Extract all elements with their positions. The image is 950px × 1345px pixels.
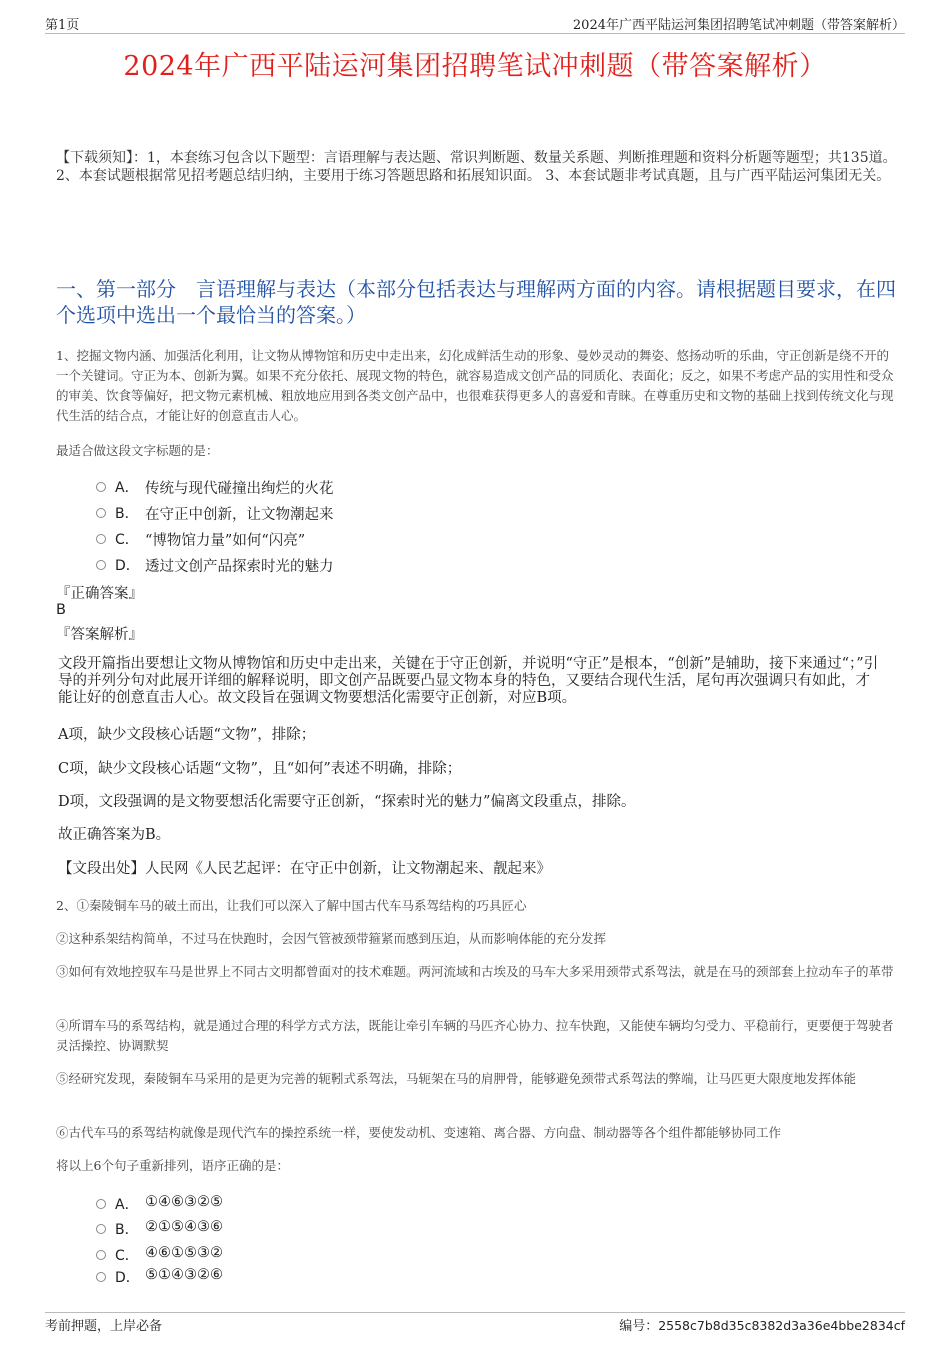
radio-icon[interactable] — [96, 508, 106, 518]
question-2-option-a[interactable] — [96, 1194, 496, 1214]
question-1-option-d[interactable] — [96, 555, 496, 575]
question-1-option-a[interactable] — [96, 477, 496, 497]
option-text: ④⑥①⑤③② — [145, 1245, 223, 1261]
option-letter: C． — [115, 1248, 139, 1264]
download-notice: 【下载须知】：1，本套练习包含以下题型：言语理解与表达题、常识判断题、数量关系题、判断推理题和资料分析题等题型；共135道。 2、本套试题根据常见招考题总结归纳，主要用于练习答题思路和拓展知识面。 3、本套试题非考试真题，且与广西平陆运河集团无关。 — [56, 150, 897, 184]
option-a-note: A项，缺少文段核心话题“文物”，排除； — [58, 727, 316, 743]
option-letter: C． — [115, 532, 139, 548]
question-2-sentence-4: ④所谓车马的系驾结构，就是通过合理的科学方式方法，既能让牵引车辆的马匹齐心协力、拉车快跑，又能使车辆均匀受力、平稳前行，更要便于驾驶者灵活操控、协调默契 — [56, 1018, 894, 1053]
radio-icon[interactable] — [96, 560, 106, 570]
radio-icon[interactable] — [96, 482, 106, 492]
footer-slogan: 考前押题，上岸必备 — [45, 1319, 163, 1334]
radio-icon[interactable] — [96, 1199, 106, 1209]
option-text: 传统与现代碰撞出绚烂的火花 — [145, 481, 334, 497]
option-letter: D． — [115, 558, 140, 574]
radio-icon[interactable] — [96, 1224, 106, 1234]
answer-analysis-label: 『答案解析』 — [56, 627, 143, 643]
section-heading: 一、第一部分 言语理解与表达（本部分包括表达与理解两方面的内容。请根据题目要求，在四个选项中选出一个最恰当的答案。） — [56, 277, 896, 327]
correct-answer-label: 『正确答案』 — [56, 586, 143, 602]
footer-divider — [45, 1312, 905, 1313]
page-number-label: 第1页 — [45, 18, 80, 33]
header-divider — [45, 33, 905, 34]
radio-icon[interactable] — [96, 1250, 106, 1260]
option-text: “博物馆力量”如何“闪亮” — [145, 533, 306, 549]
option-text: 透过文创产品探索时光的魅力 — [145, 559, 334, 575]
question-2-option-b[interactable] — [96, 1219, 496, 1239]
question-1-option-c[interactable] — [96, 529, 496, 549]
question-2-sentence-1: 2、①秦陵铜车马的破土而出，让我们可以深入了解中国古代车马系驾结构的巧具匠心 — [56, 898, 527, 913]
question-2-option-d[interactable] — [96, 1267, 496, 1287]
option-letter: A． — [115, 1197, 139, 1213]
question-1-prompt: 最适合做这段文字标题的是： — [56, 443, 219, 458]
question-2-sentence-2: ②这种系架结构简单，不过马在快跑时，会因气管被颈带箍紧而感到压迫，从而影响体能的充分发挥 — [56, 931, 607, 946]
option-text: ⑤①④③②⑥ — [145, 1267, 223, 1283]
option-letter: D． — [115, 1270, 140, 1286]
question-1-stem: 1、挖掘文物内涵、加强活化利用，让文物从博物馆和历史中走出来，幻化成鲜活生动的形象、曼妙灵动的舞姿、悠扬动听的乐曲，守正创新是绕不开的一个关键词。守正为本、创新为翼。如果不充分依托、展现文物的特色，就容易造成文创产品的同质化、表面化；反之，如果不考虑产品的实用性和受众的审美、饮食等偏好，把文物元素机械、粗放地应用到各类文创产品中，也很难获得更多人的喜爱和青睐。在尊重历史和文物的基础上找到传统文化与现代生活的结合点，才能让好的创意直击人心。 — [56, 348, 894, 423]
option-text: ②①⑤④③⑥ — [145, 1219, 223, 1235]
footer-code-value: 2558c7b8d35c8382d3a36e4bbe2834cf — [658, 1318, 905, 1333]
footer-code — [619, 1315, 905, 1334]
option-c-note: C项，缺少文段核心话题“文物”，且“如何”表述不明确，排除； — [58, 761, 462, 777]
answer-analysis-text: 文段开篇指出要想让文物从博物馆和历史中走出来，关键在于守正创新，并说明“守正”是根本，“创新”是辅助，接下来通过“；”引导的并列分句对此展开详细的解释说明，即文创产品既要凸显文物本身的特色，又要结合现代生活，尾句再次强调只有如此，才能让好的创意直击人心。故文段旨在强调文物要想活化需要守正创新，对应B项。 — [58, 656, 879, 706]
option-text: 在守正中创新，让文物潮起来 — [145, 507, 334, 523]
option-letter: B． — [115, 1222, 139, 1238]
question-1-option-b[interactable] — [96, 503, 496, 523]
option-d-note: D项，文段强调的是文物要想活化需要守正创新，“探索时光的魅力”偏离文段重点，排除。 — [58, 794, 636, 810]
option-text: ①④⑥③②⑤ — [145, 1194, 223, 1210]
question-2-sentence-6: ⑥古代车马的系驾结构就像是现代汽车的操控系统一样，要使发动机、变速箱、离合器、方向盘、制动器等各个组件都能够协同工作 — [56, 1125, 782, 1140]
question-2-prompt: 将以上6个句子重新排列，语序正确的是： — [56, 1158, 289, 1173]
radio-icon[interactable] — [96, 534, 106, 544]
radio-icon[interactable] — [96, 1272, 106, 1282]
question-2-sentence-3: ③如何有效地控驭车马是世界上不同古文明都曾面对的技术难题。两河流域和古埃及的马车大多采用颈带式系驾法，就是在马的颈部套上拉动车子的革带 — [56, 964, 894, 979]
footer-code-label: 编号： — [619, 1319, 659, 1334]
question-2-sentence-5: ⑤经研究发现，秦陵铜车马采用的是更为完善的轭靷式系驾法，马轭架在马的肩胛骨，能够避免颈带式系驾法的弊端，让马匹更大限度地发挥体能 — [56, 1071, 857, 1086]
answer-conclusion: 故正确答案为B。 — [58, 827, 171, 843]
option-letter: B． — [115, 506, 139, 522]
page-title: 2024年广西平陆运河集团招聘笔试冲刺题（带答案解析） — [123, 51, 827, 82]
question-2-option-c[interactable] — [96, 1245, 496, 1265]
option-letter: A． — [115, 480, 139, 496]
passage-source: 【文段出处】人民网《人民艺起评：在守正中创新，让文物潮起来、靓起来》 — [58, 861, 551, 877]
header-doc-title: 2024年广西平陆运河集团招聘笔试冲刺题（带答案解析） — [572, 18, 905, 33]
correct-answer-value: B — [56, 602, 66, 618]
